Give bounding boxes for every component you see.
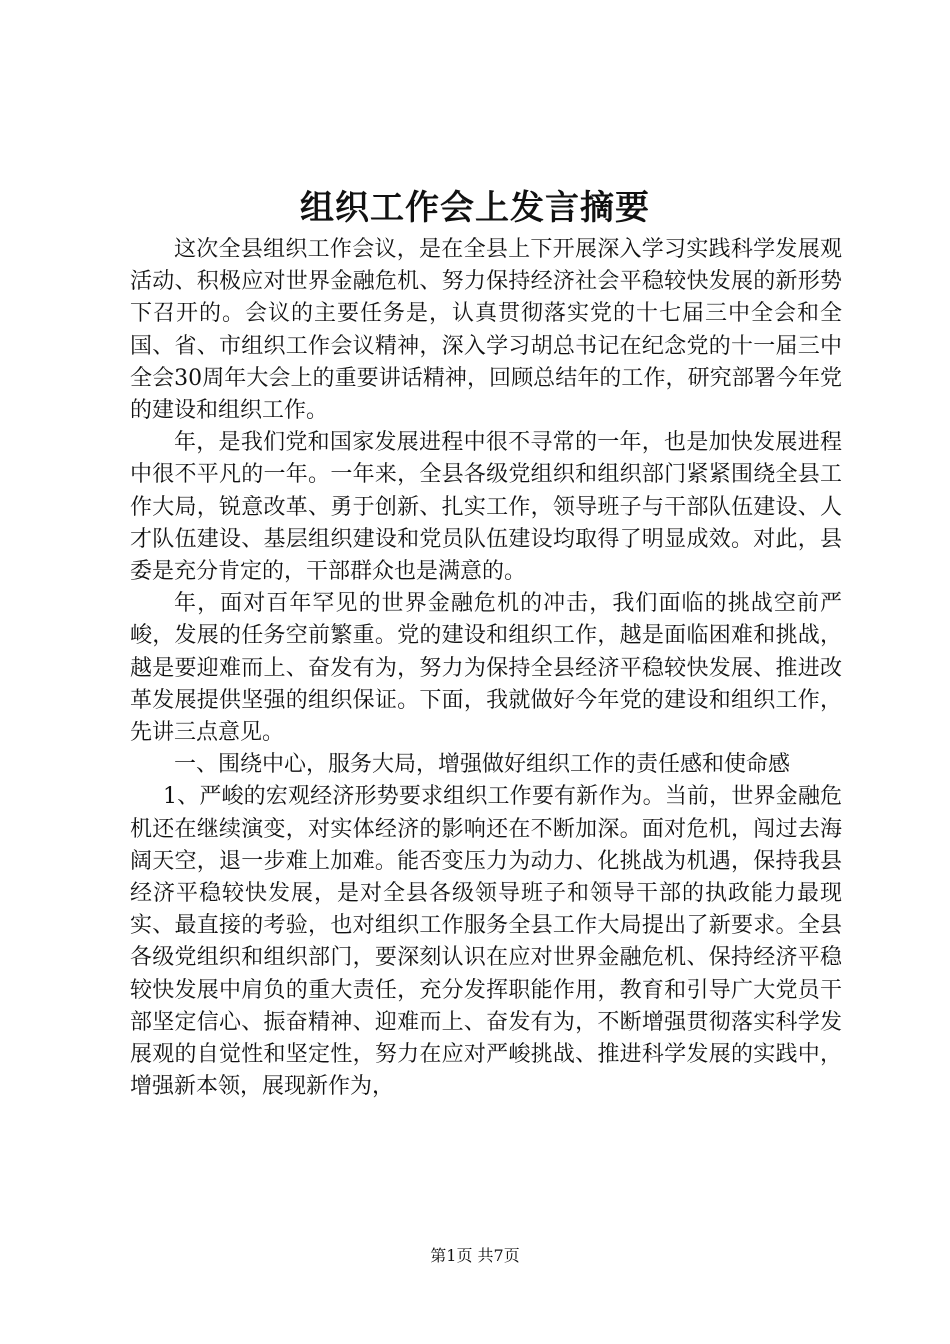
section-heading-one: 一、围绕中心，服务大局，增强做好组织工作的责任感和使命感: [174, 752, 791, 778]
document-title: 组织工作会上发言摘要: [300, 188, 650, 228]
paragraph-challenges: 年，面对百年罕见的世界金融危机的冲击，我们面临的挑战空前严峻，发展的任务空前繁重。党的建设和组织工作，越是面临困难和挑战，越是要迎难而上、奋发有为，努力为保持全县经济平稳较快发展、推进改革发展提供坚强的组织保证。下面，我就做好今年党的建设和组织工作，先讲三点意见。: [130, 591, 842, 746]
page-footer: 第1页 共7页: [430, 1246, 520, 1265]
paragraph-intro: 这次全县组织工作会议，是在全县上下开展深入学习实践科学发展观活动、积极应对世界金融危机、努力保持经济社会平稳较快发展的新形势下召开的。会议的主要任务是，认真贯彻落实党的十七届三中全会和全国、省、市组织工作会议精神，深入学习胡总书记在纪念党的十一届三中全会30周年大会上的重要讲话精神，回顾总结年的工作，研究部署今年党的建设和组织工作。: [130, 237, 842, 424]
paragraph-review: 年，是我们党和国家发展进程中很不寻常的一年，也是加快发展进程中很不平凡的一年。一年来，全县各级党组织和组织部门紧紧围绕全县工作大局，锐意改革、勇于创新、扎实工作，领导班子与干部队伍建设、人才队伍建设、基层组织建设和党员队伍建设均取得了明显成效。对此，县委是充分肯定的，干部群众也是满意的。: [130, 430, 842, 585]
paragraph-point-one: 1、严峻的宏观经济形势要求组织工作要有新作为。当前，世界金融危机还在继续演变，对实体经济的影响还在不断加深。面对危机，闯过去海阔天空，退一步难上加难。能否变压力为动力、化挑战为机遇，保持我县经济平稳较快发展，是对全县各级领导班子和领导干部的执政能力最现实、最直接的考验，也对组织工作服务全县工作大局提出了新要求。全县各级党组织和组织部门，要深刻认识在应对世界金融危机、保持经济平稳较快发展中肩负的重大责任，充分发挥职能作用，教育和引导广大党员干部坚定信心、振奋精神、迎难而上、奋发有为，不断增强贯彻落实科学发展观的自觉性和坚定性，努力在应对严峻挑战、推进科学发展的实践中，增强新本领，展现新作为，: [130, 784, 842, 1100]
document-body: [130, 234, 842, 1103]
